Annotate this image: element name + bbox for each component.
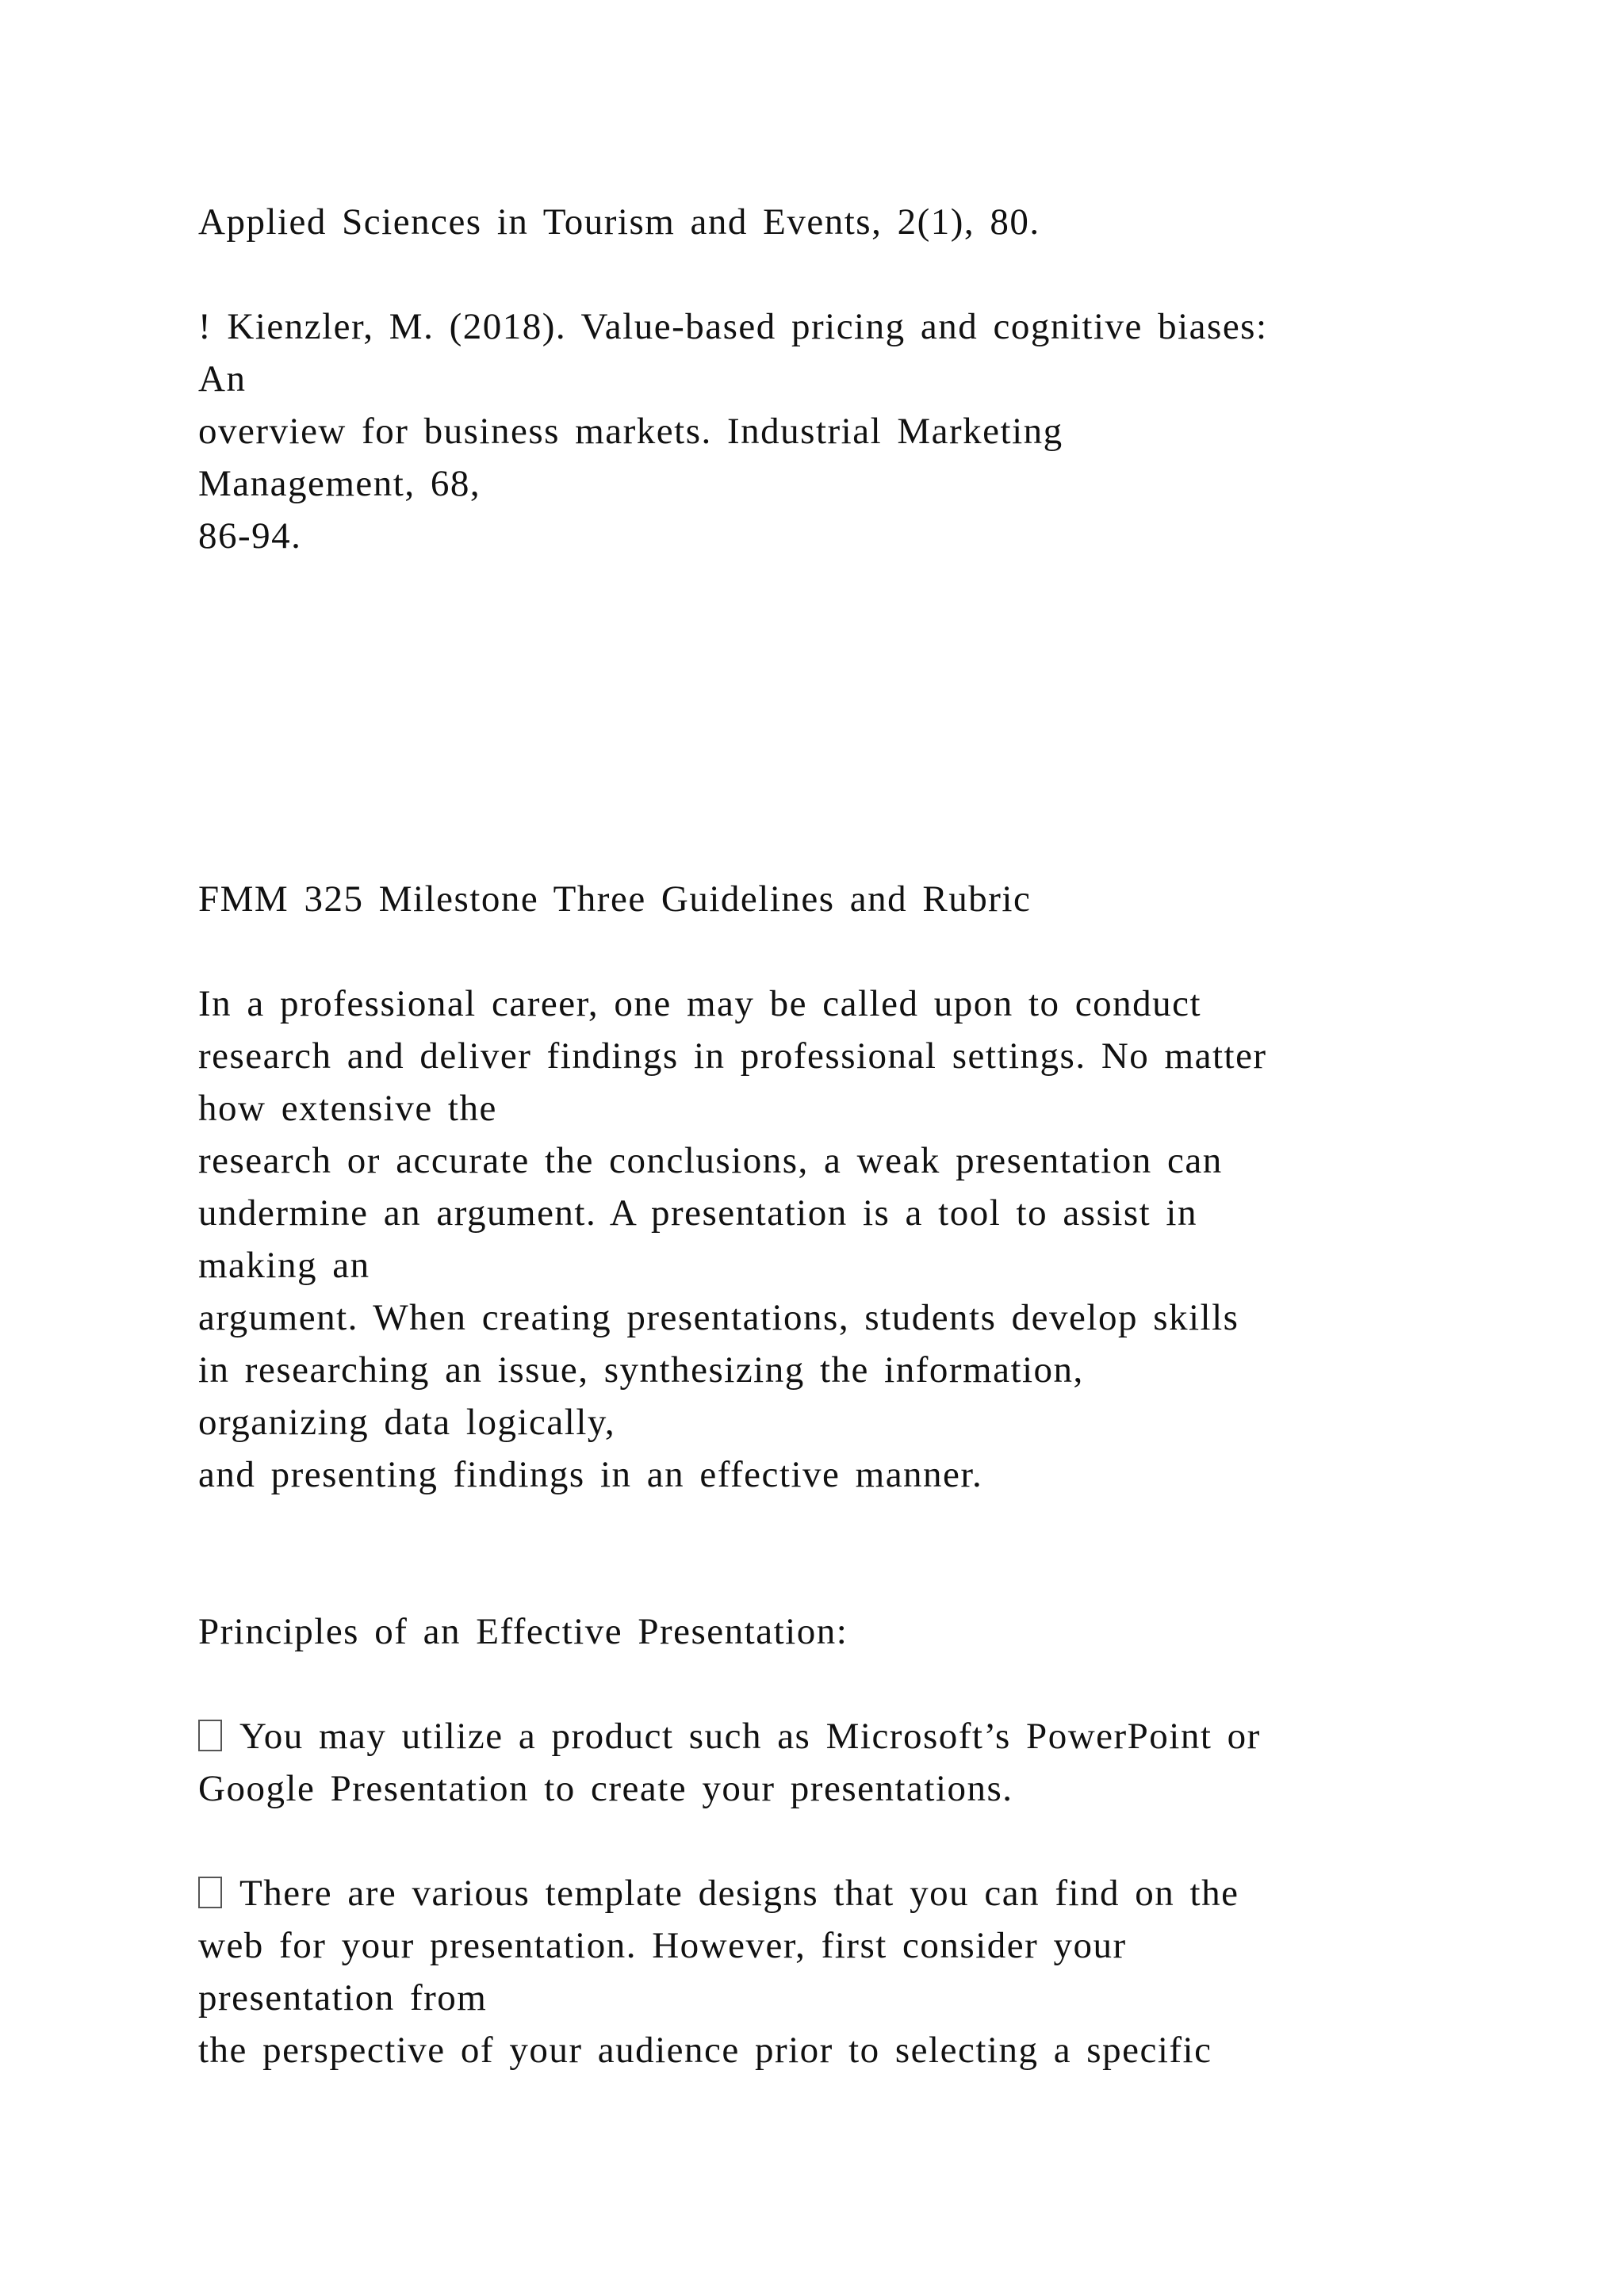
paragraph-line: making an xyxy=(198,1245,370,1286)
bullet-line: Google Presentation to create your presentations. xyxy=(198,1768,1013,1809)
reference-line: Management, 68, xyxy=(198,463,481,504)
paragraph-line: how extensive the xyxy=(198,1088,497,1129)
paragraph-line: argument. When creating presentations, students develop skills xyxy=(198,1297,1239,1338)
bullet-line: web for your presentation. However, first consider your xyxy=(198,1925,1127,1966)
missing-glyph-box-icon xyxy=(198,1877,222,1908)
paragraph-line: organizing data logically, xyxy=(198,1402,616,1443)
missing-glyph-box-icon xyxy=(198,1720,222,1751)
paragraph-line: In a professional career, one may be called upon to conduct xyxy=(198,983,1202,1024)
bullet-line: presentation from xyxy=(198,1977,488,2019)
bullet-text: You may utilize a product such as Microsoft’s PowerPoint or xyxy=(239,1716,1261,1757)
bullet-text: There are various template designs that you can find on the xyxy=(239,1873,1239,1914)
reference-line: ! Kienzler, M. (2018). Value-based pricing and cognitive biases: xyxy=(198,306,1268,347)
reference-line: An xyxy=(198,358,247,400)
reference-line: overview for business markets. Industrial Marketing xyxy=(198,411,1063,452)
reference-line: 86-94. xyxy=(198,515,302,557)
paragraph-line: research or accurate the conclusions, a weak presentation can xyxy=(198,1140,1223,1181)
reference-tail-line: Applied Sciences in Tourism and Events, 2(1), 80. xyxy=(198,201,1040,243)
paragraph-line: in researching an issue, synthesizing the information, xyxy=(198,1349,1084,1391)
paragraph-line: undermine an argument. A presentation is a tool to assist in xyxy=(198,1192,1197,1234)
document-heading: FMM 325 Milestone Three Guidelines and Rubric xyxy=(198,878,1032,920)
bullet-line xyxy=(198,1871,1239,1915)
bullet-line: the perspective of your audience prior to selecting a specific xyxy=(198,2030,1212,2071)
paragraph-line: research and deliver findings in professional settings. No matter xyxy=(198,1035,1267,1077)
paragraph-line: and presenting findings in an effective manner. xyxy=(198,1454,983,1495)
bullet-line xyxy=(198,1714,1261,1758)
section-heading: Principles of an Effective Presentation: xyxy=(198,1611,848,1652)
